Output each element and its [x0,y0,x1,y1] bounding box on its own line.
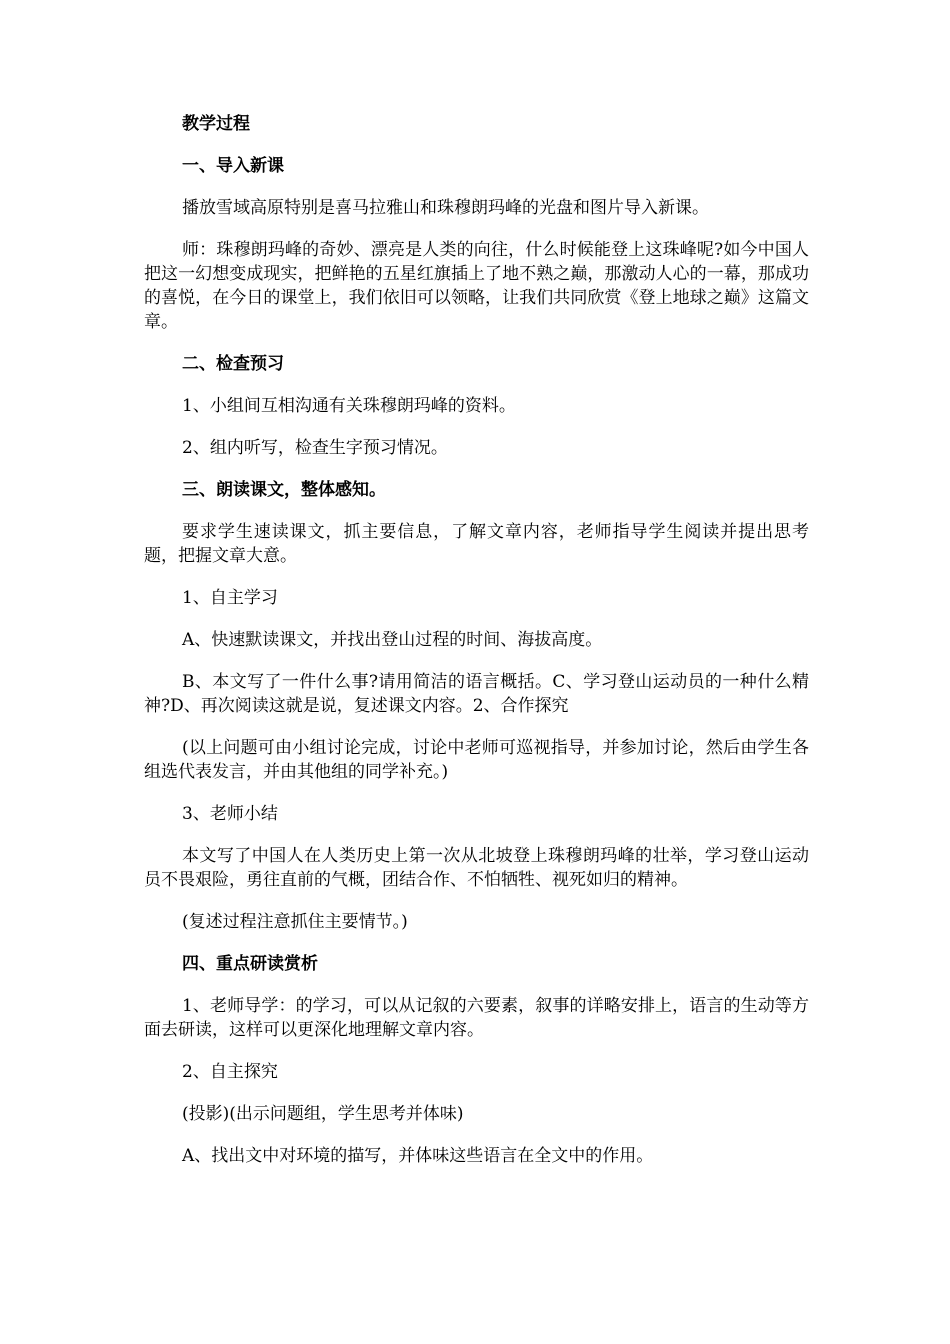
paragraph: (复述过程注意抓住主要情节。) [182,912,408,932]
section-heading-analysis: 四、重点研读赏析 [182,954,318,974]
paragraph: A、快速默读课文，并找出登山过程的时间、海拔高度。 [182,630,603,650]
paragraph: (以上问题可由小组讨论完成，讨论中老师可巡视指导，并参加讨论，然后由学生各组选代表发言，并由其他组的同学补充。) [144,738,809,782]
paragraph: 1、小组间互相沟通有关珠穆朗玛峰的资料。 [182,396,516,416]
document-body [144,112,809,1186]
paragraph: 播放雪域高原特别是喜马拉雅山和珠穆朗玛峰的光盘和图片导入新课。 [182,198,709,218]
paragraph: 1、老师导学：的学习，可以从记叙的六要素，叙事的详略安排上，语言的生动等方面去研读，这样可以更深化地理解文章内容。 [144,996,809,1040]
paragraph: 要求学生速读课文，抓主要信息，了解文章内容，老师指导学生阅读并提出思考题，把握文章大意。 [144,522,809,566]
paragraph: A、找出文中对环境的描写，并体味这些语言在全文中的作用。 [182,1146,654,1166]
paragraph: 3、老师小结 [182,804,278,824]
paragraph: 1、自主学习 [182,588,278,608]
document-title: 教学过程 [182,114,250,134]
paragraph: 本文写了中国人在人类历史上第一次从北坡登上珠穆朗玛峰的壮举，学习登山运动员不畏艰险，勇往直前的气概，团结合作、不怕牺牲、视死如归的精神。 [144,846,809,890]
paragraph: (投影)(出示问题组，学生思考并体味) [182,1104,464,1124]
paragraph: 2、自主探究 [182,1062,278,1082]
paragraph: 师：珠穆朗玛峰的奇妙、漂亮是人类的向往，什么时候能登上这珠峰呢?如今中国人把这一幻想变成现实，把鲜艳的五星红旗插上了地不熟之巅，那激动人心的一幕，那成功的喜悦，在今日的课堂上，我们依旧可以领略，让我们共同欣赏《登上地球之巅》这篇文章。 [144,240,809,332]
section-heading-preview: 二、检查预习 [182,354,284,374]
paragraph: 2、组内听写，检查生字预习情况。 [182,438,448,458]
section-heading-reading: 三、朗读课文，整体感知。 [182,480,386,500]
section-heading-intro: 一、导入新课 [182,156,284,176]
paragraph: B、本文写了一件什么事?请用简洁的语言概括。C、学习登山运动员的一种什么精神?D、再次阅读这就是说，复述课文内容。2、合作探究 [144,672,809,716]
